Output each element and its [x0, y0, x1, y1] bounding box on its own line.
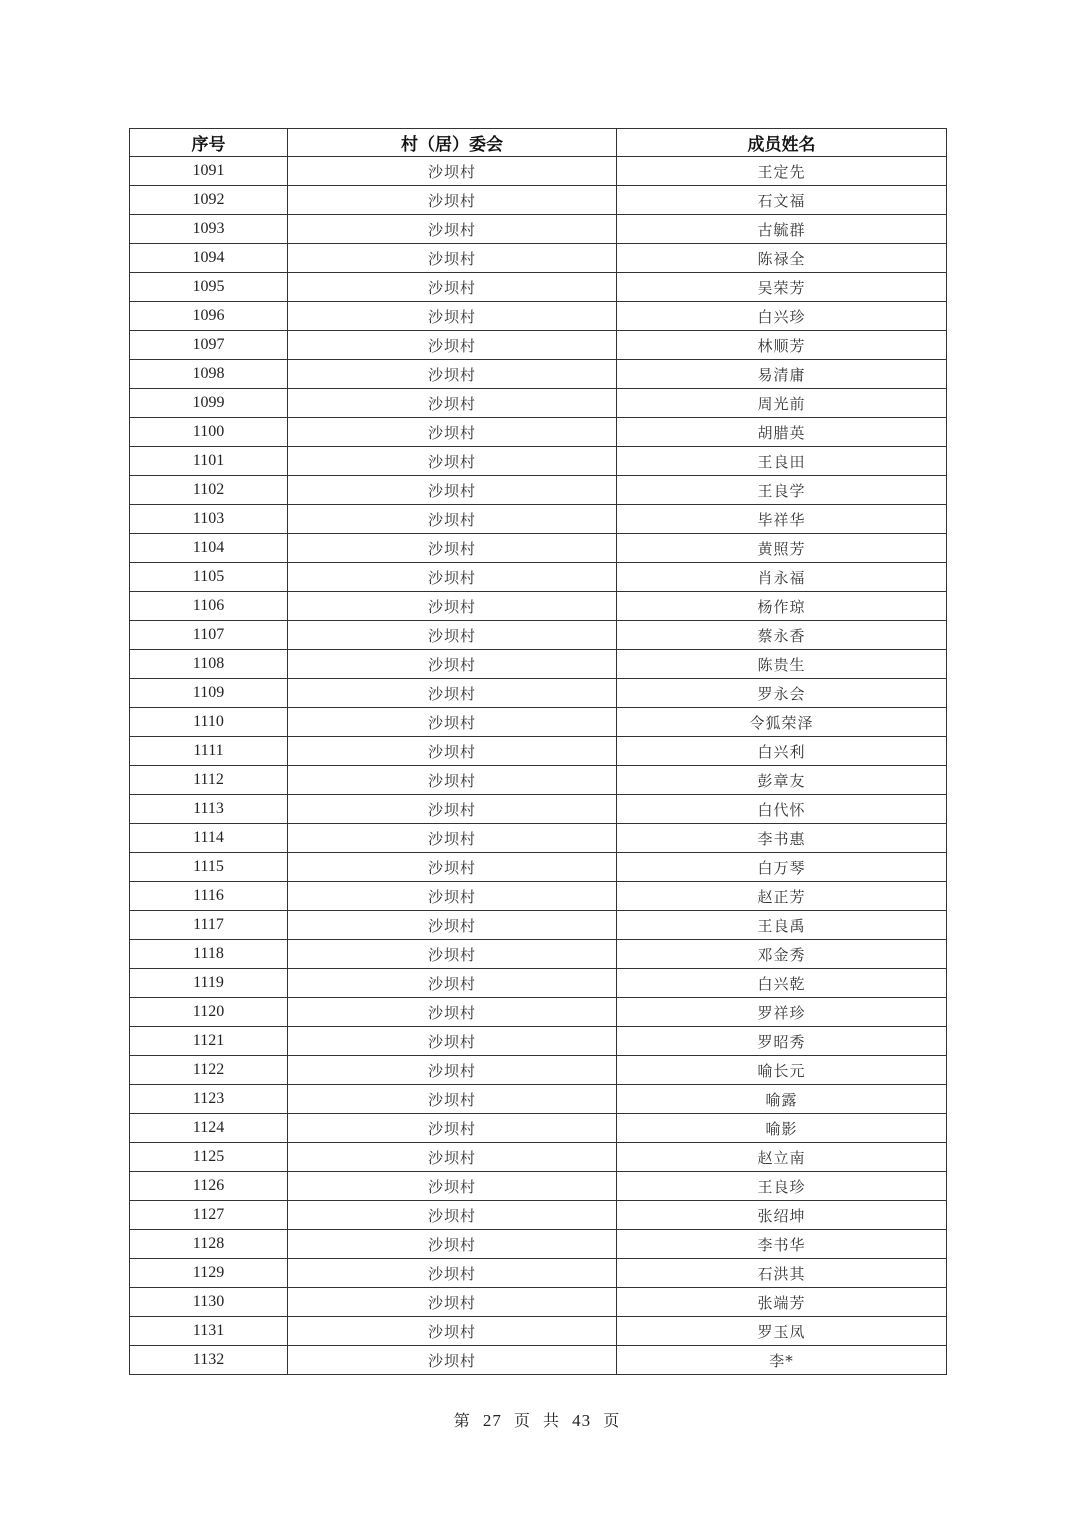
serial-number-cell: 1091 — [130, 157, 288, 186]
member-name-cell: 白代怀 — [617, 795, 947, 824]
village-committee-cell: 沙坝村 — [288, 824, 617, 853]
table-row — [130, 1143, 947, 1172]
table-row — [130, 302, 947, 331]
village-committee-cell: 沙坝村 — [288, 940, 617, 969]
table-row — [130, 708, 947, 737]
village-committee-cell: 沙坝村 — [288, 476, 617, 505]
village-committee-cell: 沙坝村 — [288, 853, 617, 882]
member-name-cell: 罗祥珍 — [617, 998, 947, 1027]
village-committee-cell: 沙坝村 — [288, 331, 617, 360]
village-committee-cell: 沙坝村 — [288, 389, 617, 418]
member-name-cell: 王良珍 — [617, 1172, 947, 1201]
table-row — [130, 1288, 947, 1317]
serial-number-cell: 1129 — [130, 1259, 288, 1288]
village-committee-cell: 沙坝村 — [288, 1201, 617, 1230]
member-name-cell: 王良禹 — [617, 911, 947, 940]
header-serial-number: 序号 — [130, 129, 288, 157]
serial-number-cell: 1116 — [130, 882, 288, 911]
table-row — [130, 679, 947, 708]
table-row — [130, 650, 947, 679]
table-row — [130, 853, 947, 882]
member-name-cell: 彭章友 — [617, 766, 947, 795]
village-committee-cell: 沙坝村 — [288, 708, 617, 737]
table-row — [130, 1259, 947, 1288]
serial-number-cell: 1127 — [130, 1201, 288, 1230]
serial-number-cell: 1126 — [130, 1172, 288, 1201]
member-table — [129, 128, 947, 1375]
table-row — [130, 447, 947, 476]
village-committee-cell: 沙坝村 — [288, 1230, 617, 1259]
member-name-cell: 喻长元 — [617, 1056, 947, 1085]
member-name-cell: 毕祥华 — [617, 505, 947, 534]
serial-number-cell: 1107 — [130, 621, 288, 650]
table-row — [130, 389, 947, 418]
village-committee-cell: 沙坝村 — [288, 679, 617, 708]
village-committee-cell: 沙坝村 — [288, 1172, 617, 1201]
header-village-committee: 村（居）委会 — [288, 129, 617, 157]
member-name-cell: 白万琴 — [617, 853, 947, 882]
header-member-name: 成员姓名 — [617, 129, 947, 157]
table-row — [130, 1085, 947, 1114]
serial-number-cell: 1111 — [130, 737, 288, 766]
member-name-cell: 邓金秀 — [617, 940, 947, 969]
serial-number-cell: 1132 — [130, 1346, 288, 1375]
table-row — [130, 157, 947, 186]
village-committee-cell: 沙坝村 — [288, 505, 617, 534]
village-committee-cell: 沙坝村 — [288, 186, 617, 215]
serial-number-cell: 1093 — [130, 215, 288, 244]
village-committee-cell: 沙坝村 — [288, 621, 617, 650]
member-name-cell: 喻露 — [617, 1085, 947, 1114]
table-row — [130, 1346, 947, 1375]
serial-number-cell: 1106 — [130, 592, 288, 621]
serial-number-cell: 1096 — [130, 302, 288, 331]
village-committee-cell: 沙坝村 — [288, 1027, 617, 1056]
member-name-cell: 白兴利 — [617, 737, 947, 766]
serial-number-cell: 1119 — [130, 969, 288, 998]
village-committee-cell: 沙坝村 — [288, 418, 617, 447]
member-name-cell: 石文福 — [617, 186, 947, 215]
footer-prefix: 第 — [453, 1411, 471, 1430]
serial-number-cell: 1131 — [130, 1317, 288, 1346]
village-committee-cell: 沙坝村 — [288, 911, 617, 940]
table-row — [130, 1230, 947, 1259]
member-name-cell: 古毓群 — [617, 215, 947, 244]
member-name-cell: 黄照芳 — [617, 534, 947, 563]
footer-total-word: 共 — [543, 1411, 561, 1430]
village-committee-cell: 沙坝村 — [288, 244, 617, 273]
table-row — [130, 766, 947, 795]
table-row — [130, 331, 947, 360]
serial-number-cell: 1109 — [130, 679, 288, 708]
member-name-cell: 罗永会 — [617, 679, 947, 708]
serial-number-cell: 1097 — [130, 331, 288, 360]
member-name-cell: 吴荣芳 — [617, 273, 947, 302]
serial-number-cell: 1123 — [130, 1085, 288, 1114]
footer-suffix: 页 — [603, 1411, 621, 1430]
serial-number-cell: 1118 — [130, 940, 288, 969]
village-committee-cell: 沙坝村 — [288, 1288, 617, 1317]
serial-number-cell: 1108 — [130, 650, 288, 679]
village-committee-cell: 沙坝村 — [288, 1259, 617, 1288]
serial-number-cell: 1099 — [130, 389, 288, 418]
village-committee-cell: 沙坝村 — [288, 273, 617, 302]
serial-number-cell: 1114 — [130, 824, 288, 853]
serial-number-cell: 1103 — [130, 505, 288, 534]
member-name-cell: 李* — [617, 1346, 947, 1375]
village-committee-cell: 沙坝村 — [288, 563, 617, 592]
table-row — [130, 592, 947, 621]
table-row — [130, 1317, 947, 1346]
village-committee-cell: 沙坝村 — [288, 1085, 617, 1114]
serial-number-cell: 1115 — [130, 853, 288, 882]
village-committee-cell: 沙坝村 — [288, 1346, 617, 1375]
current-page-number: 27 — [482, 1411, 502, 1430]
member-name-cell: 胡腊英 — [617, 418, 947, 447]
member-name-cell: 易清庸 — [617, 360, 947, 389]
table-row — [130, 1056, 947, 1085]
table-row — [130, 1201, 947, 1230]
member-name-cell: 蔡永香 — [617, 621, 947, 650]
member-name-cell: 林顺芳 — [617, 331, 947, 360]
table-row — [130, 215, 947, 244]
table-row — [130, 418, 947, 447]
table-row — [130, 1027, 947, 1056]
member-name-cell: 张端芳 — [617, 1288, 947, 1317]
member-name-cell: 罗玉凤 — [617, 1317, 947, 1346]
total-page-count: 43 — [572, 1411, 592, 1430]
table-row — [130, 998, 947, 1027]
serial-number-cell: 1092 — [130, 186, 288, 215]
serial-number-cell: 1102 — [130, 476, 288, 505]
serial-number-cell: 1130 — [130, 1288, 288, 1317]
table-row — [130, 621, 947, 650]
village-committee-cell: 沙坝村 — [288, 1056, 617, 1085]
member-name-cell: 白兴乾 — [617, 969, 947, 998]
serial-number-cell: 1120 — [130, 998, 288, 1027]
table-header — [130, 129, 947, 157]
member-name-cell: 李书惠 — [617, 824, 947, 853]
village-committee-cell: 沙坝村 — [288, 534, 617, 563]
table-row — [130, 824, 947, 853]
serial-number-cell: 1100 — [130, 418, 288, 447]
table-row — [130, 476, 947, 505]
table-row — [130, 534, 947, 563]
member-name-cell: 周光前 — [617, 389, 947, 418]
member-name-cell: 陈禄全 — [617, 244, 947, 273]
serial-number-cell: 1101 — [130, 447, 288, 476]
serial-number-cell: 1128 — [130, 1230, 288, 1259]
member-name-cell: 陈贵生 — [617, 650, 947, 679]
table-row — [130, 563, 947, 592]
serial-number-cell: 1095 — [130, 273, 288, 302]
serial-number-cell: 1113 — [130, 795, 288, 824]
footer-page-word: 页 — [513, 1411, 531, 1430]
serial-number-cell: 1104 — [130, 534, 288, 563]
village-committee-cell: 沙坝村 — [288, 592, 617, 621]
serial-number-cell: 1112 — [130, 766, 288, 795]
village-committee-cell: 沙坝村 — [288, 447, 617, 476]
village-committee-cell: 沙坝村 — [288, 1114, 617, 1143]
member-name-cell: 李书华 — [617, 1230, 947, 1259]
member-name-cell: 令狐荣泽 — [617, 708, 947, 737]
serial-number-cell: 1125 — [130, 1143, 288, 1172]
village-committee-cell: 沙坝村 — [288, 360, 617, 389]
table-row — [130, 940, 947, 969]
member-name-cell: 石洪其 — [617, 1259, 947, 1288]
table-row — [130, 273, 947, 302]
village-committee-cell: 沙坝村 — [288, 1143, 617, 1172]
table-row — [130, 360, 947, 389]
village-committee-cell: 沙坝村 — [288, 766, 617, 795]
village-committee-cell: 沙坝村 — [288, 1317, 617, 1346]
member-name-cell: 王定先 — [617, 157, 947, 186]
village-committee-cell: 沙坝村 — [288, 157, 617, 186]
village-committee-cell: 沙坝村 — [288, 969, 617, 998]
serial-number-cell: 1124 — [130, 1114, 288, 1143]
header-row — [130, 129, 947, 157]
table-row — [130, 505, 947, 534]
member-name-cell: 喻影 — [617, 1114, 947, 1143]
member-name-cell: 肖永福 — [617, 563, 947, 592]
serial-number-cell: 1094 — [130, 244, 288, 273]
serial-number-cell: 1121 — [130, 1027, 288, 1056]
member-name-cell: 张绍坤 — [617, 1201, 947, 1230]
table-row — [130, 244, 947, 273]
table-row — [130, 795, 947, 824]
table-body — [130, 157, 947, 1375]
village-committee-cell: 沙坝村 — [288, 882, 617, 911]
member-name-cell: 罗昭秀 — [617, 1027, 947, 1056]
member-name-cell: 赵立南 — [617, 1143, 947, 1172]
village-committee-cell: 沙坝村 — [288, 302, 617, 331]
serial-number-cell: 1117 — [130, 911, 288, 940]
table-row — [130, 186, 947, 215]
table-row — [130, 911, 947, 940]
member-name-cell: 白兴珍 — [617, 302, 947, 331]
table-row — [130, 737, 947, 766]
village-committee-cell: 沙坝村 — [288, 215, 617, 244]
table-row — [130, 1172, 947, 1201]
member-name-cell: 王良学 — [617, 476, 947, 505]
member-name-cell: 王良田 — [617, 447, 947, 476]
table-row — [130, 969, 947, 998]
serial-number-cell: 1122 — [130, 1056, 288, 1085]
serial-number-cell: 1098 — [130, 360, 288, 389]
village-committee-cell: 沙坝村 — [288, 650, 617, 679]
village-committee-cell: 沙坝村 — [288, 795, 617, 824]
serial-number-cell: 1110 — [130, 708, 288, 737]
page-footer — [0, 1408, 1074, 1431]
village-committee-cell: 沙坝村 — [288, 737, 617, 766]
table-row — [130, 1114, 947, 1143]
member-name-cell: 杨作琼 — [617, 592, 947, 621]
table-row — [130, 882, 947, 911]
serial-number-cell: 1105 — [130, 563, 288, 592]
village-committee-cell: 沙坝村 — [288, 998, 617, 1027]
member-name-cell: 赵正芳 — [617, 882, 947, 911]
